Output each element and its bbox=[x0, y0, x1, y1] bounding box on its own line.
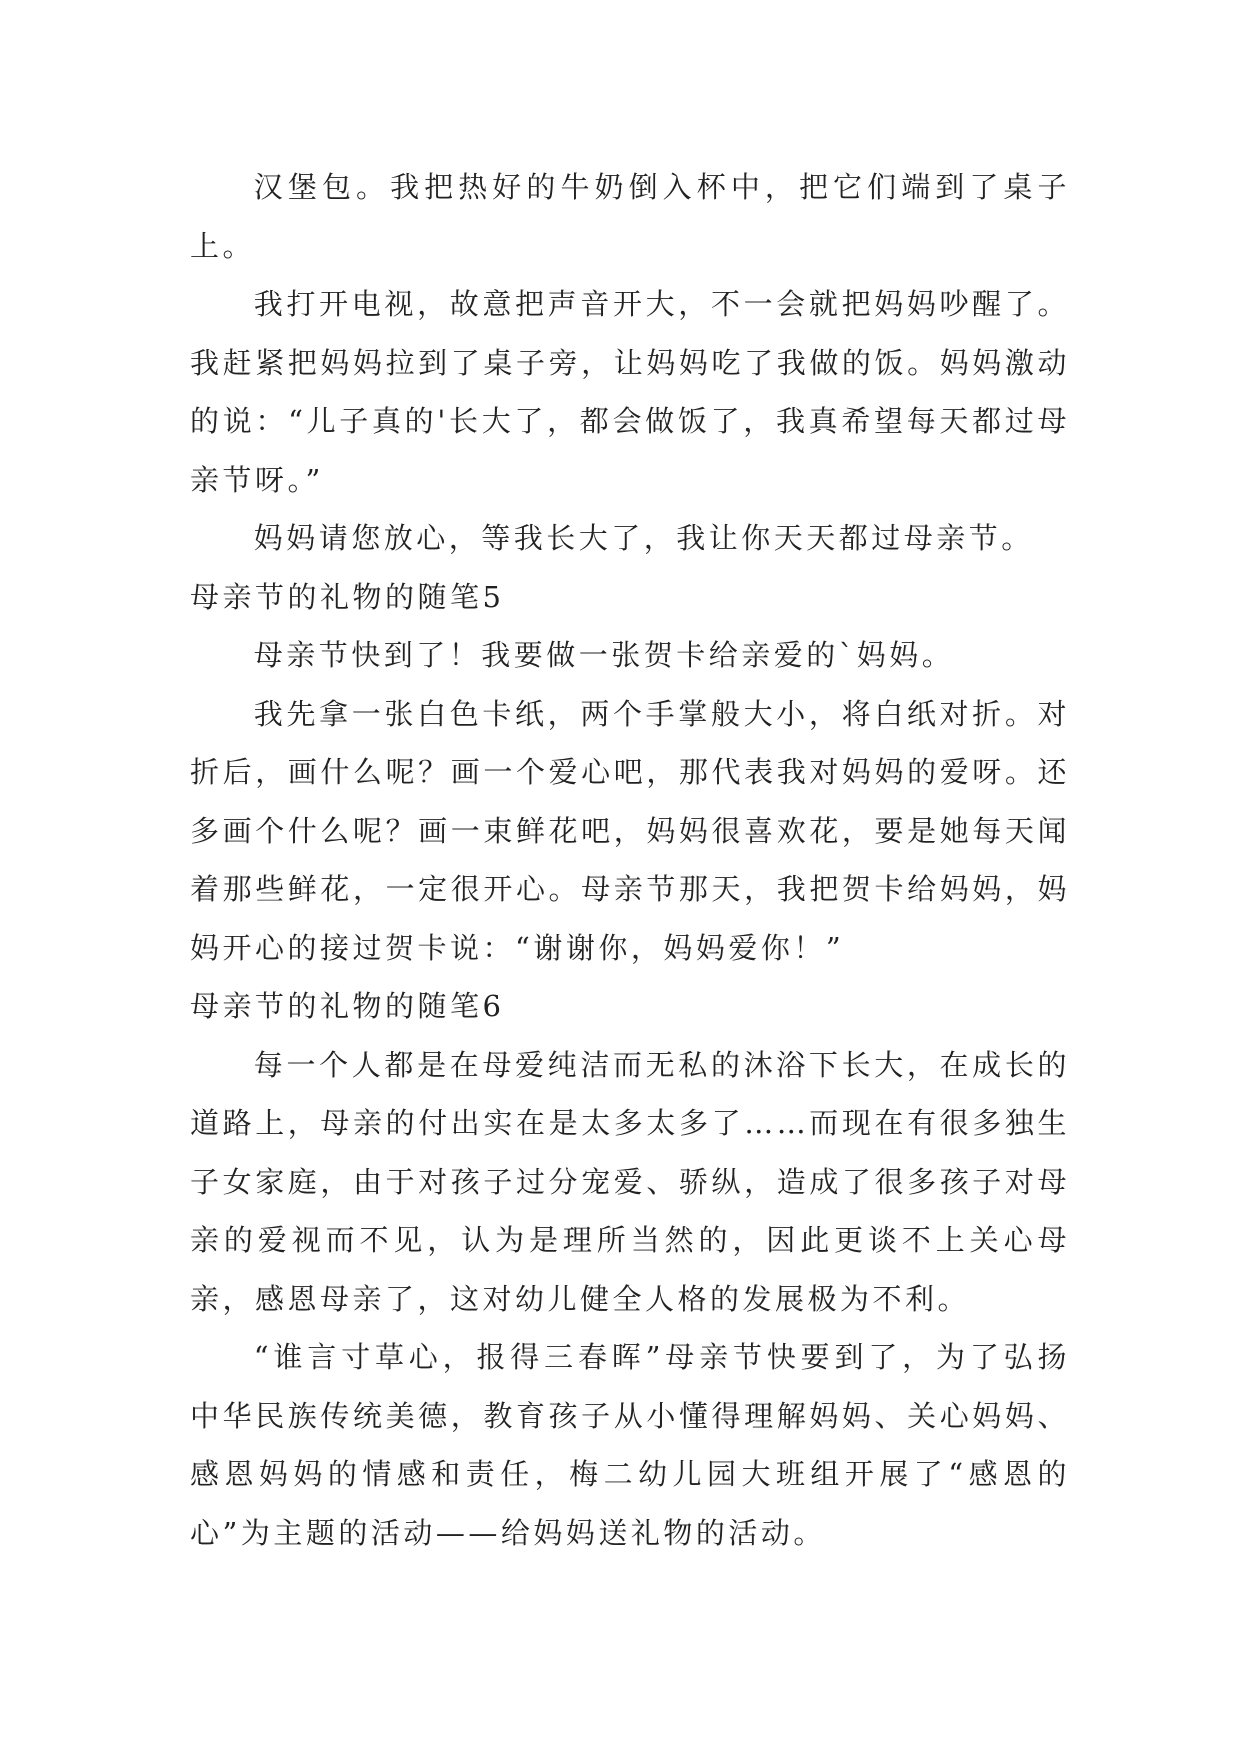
paragraph-6: 每一个人都是在母爱纯洁而无私的沐浴下长大，在成长的道路上，母亲的付出实在是太多太多了……而现在有很多独生子女家庭，由于对孩子过分宠爱、骄纵，造成了很多孩子对母亲的爱视而不见，认为是理所当然的，因此更谈不上关心母亲，感恩母亲了，这对幼儿健全人格的发展极为不利。 bbox=[190, 1047, 1070, 1316]
paragraph-4: 母亲节快到了！我要做一张贺卡给亲爱的`妈妈。 bbox=[253, 638, 955, 672]
paragraph-5: 我先拿一张白色卡纸，两个手掌般大小，将白纸对折。对折后，画什么呢？画一个爱心吧，那代表我对妈妈的爱呀。还多画个什么呢？画一束鲜花吧，妈妈很喜欢花，要是她每天闻着那些鲜花，一定很开心。母亲节那天，我把贺卡给妈妈，妈妈开心的接过贺卡说：“谢谢你，妈妈爱你！” bbox=[190, 696, 1070, 965]
paragraph-3: 妈妈请您放心，等我长大了，我让你天天都过母亲节。 bbox=[253, 521, 1034, 555]
paragraph-7: “谁言寸草心，报得三春晖”母亲节快要到了，为了弘扬中华民族传统美德，教育孩子从小懂得理解妈妈、关心妈妈、感恩妈妈的情感和责任，梅二幼儿园大班组开展了“感恩的心”为主题的活动——给妈妈送礼物的活动。 bbox=[190, 1340, 1070, 1550]
paragraph-1: 汉堡包。我把热好的牛奶倒入杯中，把它们端到了桌子上。 bbox=[190, 170, 1070, 263]
section-heading-6: 母亲节的礼物的随笔6 bbox=[190, 989, 505, 1023]
document-body bbox=[190, 158, 1070, 1562]
section-heading-5: 母亲节的礼物的随笔5 bbox=[190, 579, 505, 614]
paragraph-2: 我打开电视，故意把声音开大，不一会就把妈妈吵醒了。我赶紧把妈妈拉到了桌子旁，让妈妈吃了我做的饭。妈妈激动的说：“儿子真的'长大了，都会做饭了，我真希望每天都过母亲节呀。” bbox=[190, 287, 1070, 497]
